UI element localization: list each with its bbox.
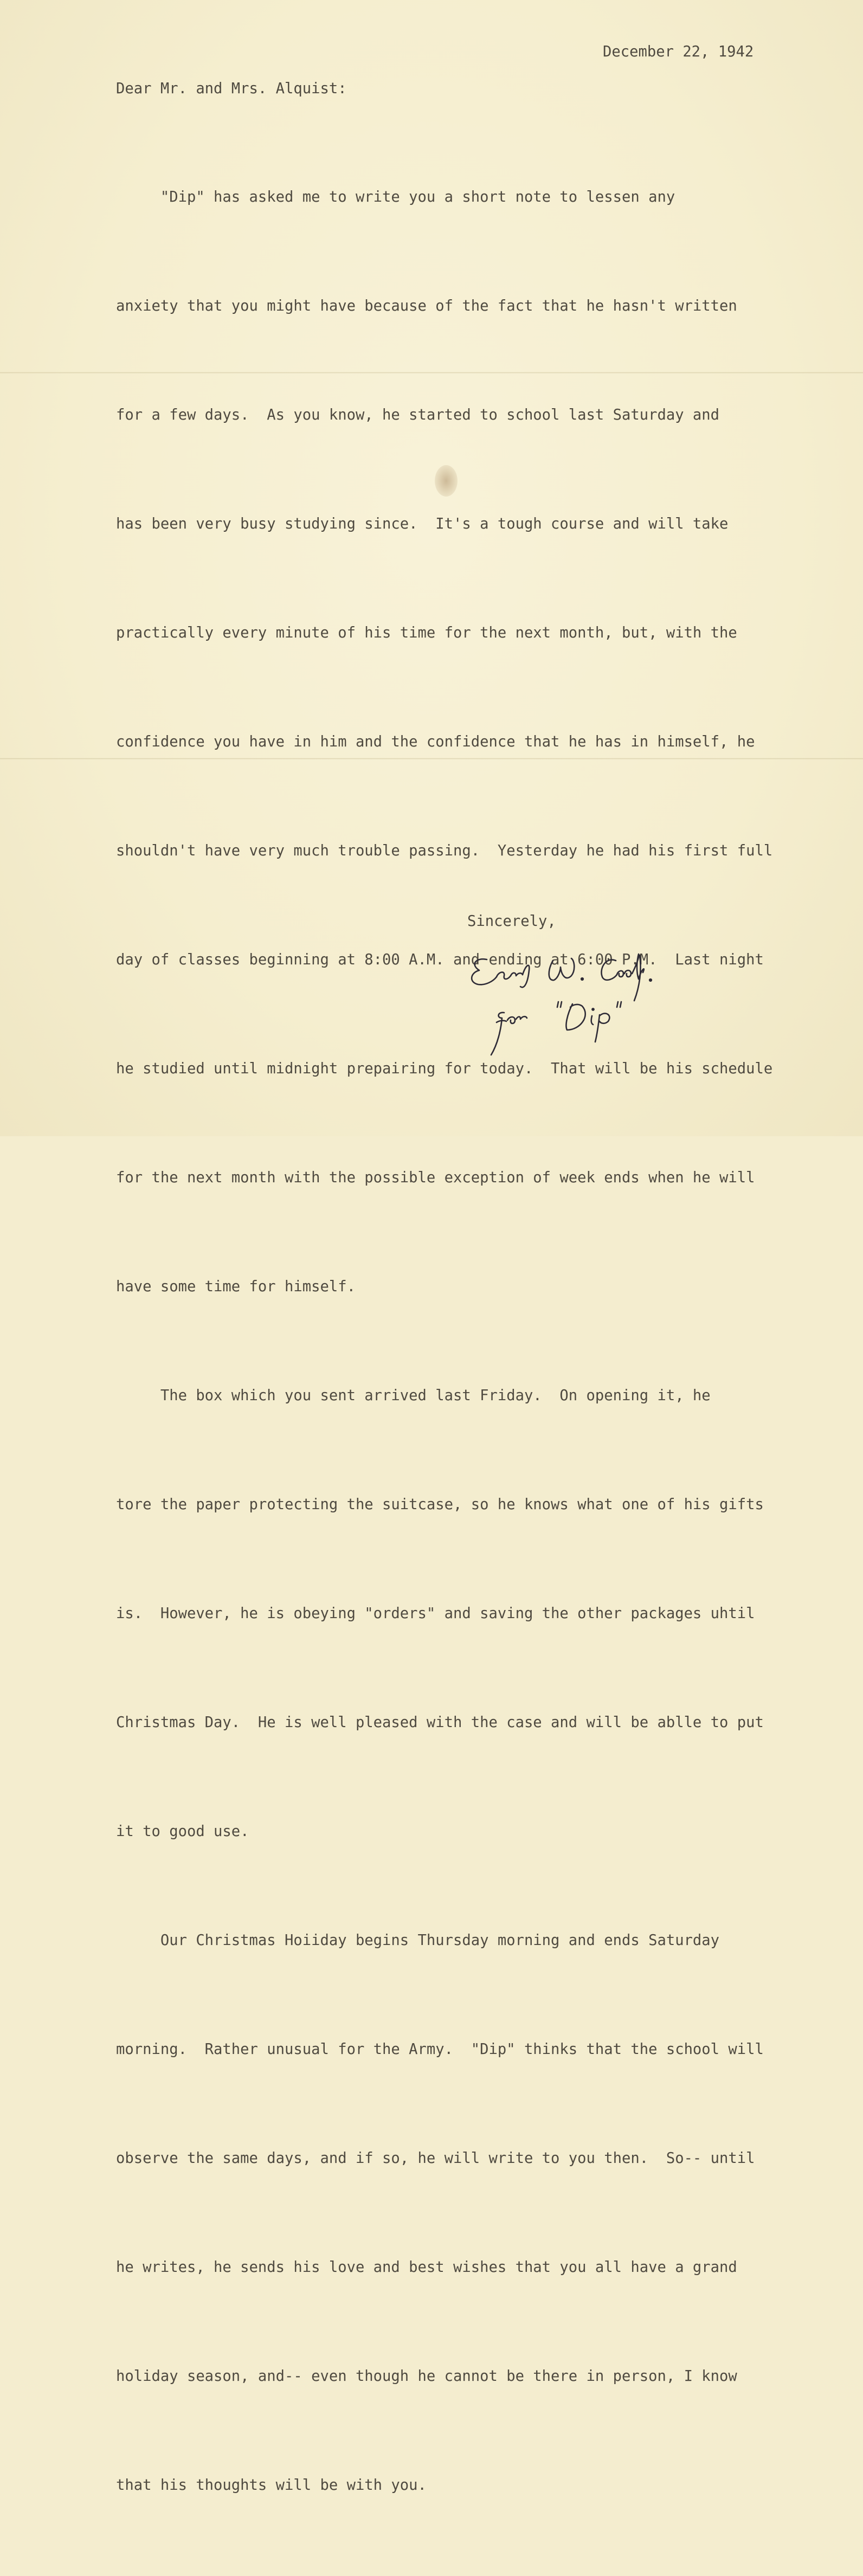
handwritten-signature [466,949,683,1079]
letter-closing: Sincerely, [467,913,556,930]
body-line: observe the same days, and if so, he will write to you then. So-- until [116,2150,755,2167]
letter-date: December 22, 1942 [603,43,754,60]
body-line: for a few days. As you know, he started to school last Saturday and [116,407,720,423]
body-line: tore the paper protecting the suitcase, so he knows what one of his gifts [116,1496,764,1513]
body-line: he writes, he sends his love and best wishes that you all have a grand [116,2259,737,2276]
body-line: day of classes beginning at 8:00 A.M. and ending at 6:00 P.M. Last night [116,951,764,968]
body-line: for the next month with the possible exception of week ends when he will [116,1169,755,1186]
body-line: have some time for himself. [116,1278,356,1295]
body-line: he studied until midnight prepairing for today. That will be his schedule [116,1060,773,1077]
body-line: shouldn't have very much trouble passing. Yesterday he had his first full [116,842,773,859]
letter-salutation: Dear Mr. and Mrs. Alquist: [116,80,347,97]
body-line: practically every minute of his time for the next month, but, with the [116,624,737,641]
body-line: The box which you sent arrived last Friday. On opening it, he [116,1387,711,1404]
body-line: has been very busy studying since. It's a tough course and will take [116,516,729,532]
body-line: "Dip" has asked me to write you a short note to lessen any [116,189,675,205]
body-line: it to good use. [116,1823,249,1840]
body-line: holiday season, and-- even though he cannot be there in person, I know [116,2368,737,2385]
letter-body [116,106,772,2576]
body-line: confidence you have in him and the confidence that he has in himself, he [116,733,755,750]
body-line: anxiety that you might have because of the fact that he hasn't written [116,298,737,314]
body-line: that his thoughts will be with you. [116,2477,427,2494]
body-line: Christmas Day. He is well pleased with the case and will be ablle to put [116,1714,764,1731]
body-line: Our Christmas Hoiiday begins Thursday morning and ends Saturday [116,1932,720,1949]
body-line: morning. Rather unusual for the Army. "Dip" thinks that the school will [116,2041,764,2058]
body-line: is. However, he is obeying "orders" and saving the other packages uhtil [116,1605,755,1622]
